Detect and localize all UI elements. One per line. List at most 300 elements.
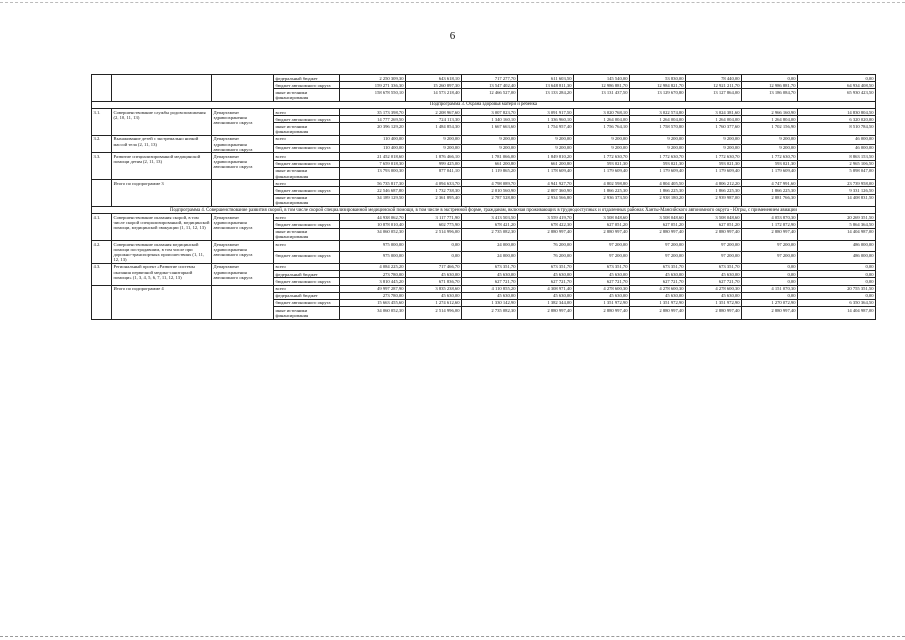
amount-cell: 13 648 811,30 [518, 82, 574, 89]
amount-cell: 13 793 000,30 [340, 167, 406, 179]
amount-cell: 673 351,70 [518, 263, 574, 270]
row-number [92, 180, 112, 207]
budget-table [91, 74, 876, 320]
scan-bottom-edge [0, 636, 905, 637]
amount-cell: 159 271 336,30 [340, 82, 406, 89]
amount-cell: 45 630,00 [686, 271, 742, 278]
executor: Департамент здравоохранения автономного округа [212, 109, 274, 136]
amount-cell: 4 151 070,30 [742, 285, 798, 292]
amount-cell: 1 274 612,60 [406, 299, 462, 306]
amount-cell: 34 060 052,30 [340, 307, 406, 319]
amount-cell: 975 000,00 [340, 241, 406, 252]
amount-cell: 2 936 373,50 [574, 194, 630, 206]
amount-cell: 97 200,00 [742, 252, 798, 263]
amount-cell: 35 173 398,70 [340, 109, 406, 116]
section-title: Подпрограмма 3. Охрана здоровья матери и ребенка [92, 101, 876, 108]
activity-name: Совершенствование оказания медицинской помощи пострадавшим, в том числе при дорожно-транспортных происшествиях (1, 11, 12, 13) [112, 241, 212, 264]
table-row [92, 135, 876, 144]
amount-cell: 49 997 287,90 [340, 285, 406, 292]
amount-cell: 9 200,00 [574, 144, 630, 153]
funding-source: бюджет автономного округа [274, 299, 340, 306]
amount-cell: 13 133 284,20 [518, 89, 574, 101]
amount-cell: 9 200,00 [406, 144, 462, 153]
amount-cell: 23 739 958,00 [798, 180, 876, 187]
amount-cell: 4 084 225,20 [340, 263, 406, 270]
amount-cell: 13 127 864,00 [686, 89, 742, 101]
amount-cell: 2 361 895,40 [406, 194, 462, 206]
row-number: 4.2. [92, 241, 112, 264]
amount-cell: 0,00 [742, 292, 798, 299]
amount-cell: 45 630,00 [686, 292, 742, 299]
amount-cell: 0,00 [798, 292, 876, 299]
amount-cell: 45 630,00 [574, 292, 630, 299]
amount-cell: 4 278 600,30 [574, 285, 630, 292]
amount-cell: 53 830,00 [630, 75, 686, 82]
amount-cell: 14 404 987,00 [798, 228, 876, 240]
amount-cell: 3 508 048,60 [630, 214, 686, 221]
amount-cell: 2 881 766,30 [742, 194, 798, 206]
amount-cell: 627 721,70 [686, 278, 742, 285]
amount-cell: 14 777 269,50 [340, 116, 406, 123]
amount-cell: 4 747 991,60 [742, 180, 798, 187]
amount-cell: 1 772 630,70 [742, 153, 798, 160]
amount-cell: 627 721,70 [630, 278, 686, 285]
amount-cell: 8 863 153,50 [798, 153, 876, 160]
amount-cell: 0,00 [798, 271, 876, 278]
amount-cell: 12 921 211,70 [686, 82, 742, 89]
amount-cell: 2 880 997,40 [686, 228, 742, 240]
amount-cell: 0,00 [742, 75, 798, 82]
amount-cell: 602 775,90 [406, 221, 462, 228]
amount-cell: 717 466,70 [406, 263, 462, 270]
table-row [92, 214, 876, 221]
table-row [92, 180, 876, 187]
amount-cell: 3 091 917,50 [518, 109, 574, 116]
amount-cell: 4 053 870,30 [742, 214, 798, 221]
amount-cell: 2 787 528,80 [462, 194, 518, 206]
funding-source: всего [274, 285, 340, 292]
amount-cell: 97 200,00 [630, 241, 686, 252]
amount-cell: 1 119 865,20 [462, 167, 518, 179]
amount-cell: 1 264 004,00 [686, 116, 742, 123]
amount-cell: 1 382 344,00 [518, 299, 574, 306]
amount-cell: 20 396 129,20 [340, 123, 406, 135]
amount-cell: 593 021,30 [742, 160, 798, 167]
amount-cell: 2 880 997,40 [574, 228, 630, 240]
table-row [92, 285, 876, 292]
row-number [92, 75, 112, 102]
amount-cell: 45 630,00 [406, 271, 462, 278]
amount-cell: 661 200,80 [462, 160, 518, 167]
amount-cell: 0,00 [742, 263, 798, 270]
amount-cell: 1 756 764,10 [574, 123, 630, 135]
amount-cell: 9 200,00 [462, 144, 518, 153]
funding-source: всего [274, 153, 340, 160]
amount-cell: 4 110 855,20 [462, 285, 518, 292]
amount-cell: 4 094 633,70 [406, 180, 462, 187]
amount-cell: 975 000,00 [340, 252, 406, 263]
amount-cell: 671 836,70 [406, 278, 462, 285]
amount-cell: 13 547 402,40 [462, 82, 518, 89]
amount-cell: 593 021,30 [574, 160, 630, 167]
amount-cell: 24 000,00 [462, 252, 518, 263]
funding-source: бюджет автономного округа [274, 160, 340, 167]
amount-cell: 1 484 854,30 [406, 123, 462, 135]
amount-cell: 1 179 609,40 [574, 167, 630, 179]
amount-cell: 34 189 129,50 [340, 194, 406, 206]
amount-cell: 0,00 [742, 278, 798, 285]
amount-cell: 45 630,00 [462, 271, 518, 278]
funding-source: бюджет автономного округа [274, 187, 340, 194]
amount-cell: 4 802 598,80 [574, 180, 630, 187]
amount-cell: 1 172 872,90 [742, 221, 798, 228]
amount-cell: 877 041,10 [406, 167, 462, 179]
section-title: Подпрограмма 4. Совершенствование развития скорой, в том числе скорой специализированной медицинской помощи, в том числе в экстренной форме, гражданам, включая проживающих в труднодоступных и отдаленных районах Ханты-Мансийского автономного округа - Югры, с применением авиации [92, 207, 876, 214]
amount-cell: 273 780,00 [340, 292, 406, 299]
table-row [92, 241, 876, 252]
amount-cell: 2 208 967,60 [406, 109, 462, 116]
section-row [92, 101, 876, 108]
amount-cell: 3 024 381,60 [686, 109, 742, 116]
amount-cell: 2 880 997,40 [574, 307, 630, 319]
funding-source: всего [274, 180, 340, 187]
amount-cell: 1 772 630,70 [630, 153, 686, 160]
executor: Департамент здравоохранения автономного округа [212, 153, 274, 180]
amount-cell: 2 735 082,30 [462, 228, 518, 240]
amount-cell: 3 508 048,60 [574, 214, 630, 221]
executor [212, 180, 274, 207]
amount-cell: 9 200,00 [630, 144, 686, 153]
amount-cell: 14 408 831,50 [798, 194, 876, 206]
amount-cell: 45 630,00 [518, 271, 574, 278]
amount-cell: 3 022 574,80 [630, 109, 686, 116]
amount-cell: 6 350 364,50 [798, 299, 876, 306]
amount-cell: 24 000,00 [462, 241, 518, 252]
amount-cell: 1 732 738,30 [406, 187, 462, 194]
amount-cell: 22 546 687,80 [340, 187, 406, 194]
funding-source: иные источники финансирования [274, 228, 340, 240]
amount-cell: 0,00 [406, 252, 462, 263]
amount-cell: 486 000,00 [798, 252, 876, 263]
amount-cell: 34 060 052,30 [340, 228, 406, 240]
funding-source: всего [274, 135, 340, 144]
amount-cell: 158 678 550,10 [340, 89, 406, 101]
amount-cell: 273 780,00 [340, 271, 406, 278]
amount-cell: 145 540,00 [574, 75, 630, 82]
amount-cell: 9 200,00 [406, 135, 462, 144]
activity-name: Совершенствование службы родовспоможения (2, 10, 11, 13) [112, 109, 212, 136]
amount-cell: 1 758 570,80 [630, 123, 686, 135]
amount-cell: 3 835 238,60 [406, 285, 462, 292]
table-row [92, 153, 876, 160]
amount-cell: 1 270 072,90 [742, 299, 798, 306]
amount-cell: 4 278 600,30 [630, 285, 686, 292]
amount-cell: 45 630,00 [518, 292, 574, 299]
amount-cell: 20 755 351,50 [798, 285, 876, 292]
activity-name: Итого по подпрограмме 4 [112, 285, 212, 319]
amount-cell: 1 179 609,40 [686, 167, 742, 179]
funding-source: иные источники финансирования [274, 307, 340, 319]
amount-cell: 2 880 997,40 [742, 228, 798, 240]
amount-cell: 2 880 997,40 [686, 307, 742, 319]
funding-source: иные источники финансирования [274, 123, 340, 135]
amount-cell: 8 510 784,50 [798, 123, 876, 135]
amount-cell: 65 930 423,50 [798, 89, 876, 101]
amount-cell: 1 849 810,20 [518, 153, 574, 160]
amount-cell: 2 966 160,90 [742, 109, 798, 116]
amount-cell: 1 351 972,90 [574, 299, 630, 306]
amount-cell: 14 573 218,40 [406, 89, 462, 101]
funding-source: всего [274, 263, 340, 270]
amount-cell: 3 117 771,90 [406, 214, 462, 221]
amount-cell: 97 200,00 [574, 252, 630, 263]
amount-cell: 1 866 225,30 [574, 187, 630, 194]
amount-cell: 1 781 066,00 [462, 153, 518, 160]
activity-name: Развитие специализированной медицинской помощи детям (2, 11, 13) [112, 153, 212, 180]
amount-cell: 2 010 560,90 [462, 187, 518, 194]
amount-cell: 999 425,00 [406, 160, 462, 167]
funding-source: иные источники финансирования [274, 167, 340, 179]
amount-cell: 1 330 142,90 [462, 299, 518, 306]
amount-cell: 2 514 996,00 [406, 228, 462, 240]
amount-cell: 2 880 997,40 [518, 228, 574, 240]
amount-cell: 10 878 010,40 [340, 221, 406, 228]
amount-cell: 2 880 997,40 [742, 307, 798, 319]
section-row [92, 207, 876, 214]
amount-cell: 1 667 663,60 [462, 123, 518, 135]
funding-source: федеральный бюджет [274, 75, 340, 82]
amount-cell: 627 721,70 [574, 278, 630, 285]
funding-source: бюджет автономного округа [274, 144, 340, 153]
amount-cell: 14 404 987,00 [798, 307, 876, 319]
amount-cell: 76 200,00 [518, 252, 574, 263]
amount-cell: 1 264 004,00 [630, 116, 686, 123]
amount-cell: 1 351 972,90 [630, 299, 686, 306]
amount-cell: 4 278 600,30 [686, 285, 742, 292]
amount-cell: 5 864 364,50 [798, 221, 876, 228]
row-number: 4.3. [92, 263, 112, 285]
amount-cell: 7 659 018,30 [340, 160, 406, 167]
amount-cell: 1 336 960,10 [518, 116, 574, 123]
amount-cell: 9 331 126,50 [798, 187, 876, 194]
amount-cell: 724 113,30 [406, 116, 462, 123]
amount-cell: 3 020 768,10 [574, 109, 630, 116]
amount-cell: 0,00 [798, 263, 876, 270]
funding-source: федеральный бюджет [274, 292, 340, 299]
amount-cell: 2 007 360,90 [518, 187, 574, 194]
activity-name: Совершенствование оказания скорой, в том числе скорой специализированной, медицинской помощи, медицинской эвакуации (1, 11, 12, 13) [112, 214, 212, 241]
amount-cell: 1 178 609,40 [518, 167, 574, 179]
row-number [92, 285, 112, 319]
row-number: 4.1. [92, 214, 112, 241]
funding-source: иные источники финансирования [274, 194, 340, 206]
funding-source: бюджет автономного округа [274, 221, 340, 228]
amount-cell: 4 941 927,70 [518, 180, 574, 187]
amount-cell: 44 938 062,70 [340, 214, 406, 221]
amount-cell: 56 735 817,30 [340, 180, 406, 187]
executor: Департамент здравоохранения автономного округа [212, 214, 274, 241]
amount-cell: 0,00 [798, 75, 876, 82]
amount-cell: 661 200,80 [518, 160, 574, 167]
executor [212, 285, 274, 319]
amount-cell: 673 351,70 [686, 263, 742, 270]
amount-cell: 1 772 630,70 [686, 153, 742, 160]
activity-name: Выхаживание детей с экстремально низкой массой тела (2, 11, 13) [112, 135, 212, 153]
funding-source: бюджет автономного округа [274, 82, 340, 89]
amount-cell: 45 630,00 [462, 292, 518, 299]
amount-cell: 12 984 821,70 [630, 82, 686, 89]
amount-cell: 486 000,00 [798, 241, 876, 252]
activity-name [112, 75, 212, 102]
amount-cell: 0,00 [406, 241, 462, 252]
amount-cell: 21 452 018,60 [340, 153, 406, 160]
amount-cell: 4 804 405,50 [630, 180, 686, 187]
amount-cell: 1 264 804,00 [742, 116, 798, 123]
executor: Департамент здравоохранения автономного округа [212, 135, 274, 153]
amount-cell: 45 630,00 [574, 271, 630, 278]
funding-source: бюджет автономного округа [274, 116, 340, 123]
amount-cell: 2 934 566,80 [518, 194, 574, 206]
amount-cell: 1 351 972,90 [686, 299, 742, 306]
table-row [92, 109, 876, 116]
amount-cell: 627 051,20 [686, 221, 742, 228]
amount-cell: 2 250 309,30 [340, 75, 406, 82]
amount-cell: 1 702 156,90 [742, 123, 798, 135]
amount-cell: 717 277,70 [462, 75, 518, 82]
amount-cell: 97 200,00 [574, 241, 630, 252]
amount-cell: 9 200,00 [686, 135, 742, 144]
row-number: 3.3. [92, 153, 112, 180]
amount-cell: 13 131 437,50 [574, 89, 630, 101]
amount-cell: 1 772 630,70 [574, 153, 630, 160]
amount-cell: 4 308 971,40 [518, 285, 574, 292]
funding-source: всего [274, 241, 340, 252]
amount-cell: 673 351,70 [574, 263, 630, 270]
row-number: 3.2. [92, 135, 112, 153]
amount-cell: 12 466 527,00 [462, 89, 518, 101]
amount-cell: 593 021,30 [630, 160, 686, 167]
amount-cell: 1 866 225,30 [630, 187, 686, 194]
amount-cell: 1 179 609,40 [742, 167, 798, 179]
amount-cell: 627 721,70 [462, 278, 518, 285]
amount-cell: 2 880 997,40 [518, 307, 574, 319]
amount-cell: 97 200,00 [630, 252, 686, 263]
amount-cell: 97 200,00 [686, 252, 742, 263]
amount-cell: 593 021,30 [686, 160, 742, 167]
amount-cell: 110 400,00 [340, 135, 406, 144]
funding-source: всего [274, 109, 340, 116]
amount-cell: 3 413 503,50 [462, 214, 518, 221]
funding-source: бюджет автономного округа [274, 252, 340, 263]
amount-cell: 2 880 997,40 [630, 307, 686, 319]
amount-cell: 6 320 020,00 [798, 116, 876, 123]
amount-cell: 673 351,70 [462, 263, 518, 270]
amount-cell: 15 663 455,60 [340, 299, 406, 306]
row-number: 3.1. [92, 109, 112, 136]
amount-cell: 627 051,20 [630, 221, 686, 228]
amount-cell: 678 421,20 [462, 221, 518, 228]
amount-cell: 1 179 609,40 [630, 167, 686, 179]
amount-cell: 46 000,00 [798, 135, 876, 144]
amount-cell: 45 630,00 [406, 292, 462, 299]
amount-cell: 97 200,00 [686, 241, 742, 252]
amount-cell: 9 200,00 [742, 135, 798, 144]
scan-top-edge [0, 2, 905, 3]
executor: Департамент здравоохранения автономного округа [212, 263, 274, 285]
amount-cell: 13 129 670,80 [630, 89, 686, 101]
amount-cell: 2 965 106,50 [798, 160, 876, 167]
amount-cell: 0,00 [798, 278, 876, 285]
amount-cell: 2 735 082,30 [462, 307, 518, 319]
amount-cell: 9 200,00 [630, 135, 686, 144]
funding-source: всего [274, 214, 340, 221]
amount-cell: 4 806 212,20 [686, 180, 742, 187]
amount-cell: 3 508 048,60 [686, 214, 742, 221]
page-number: 6 [449, 30, 456, 42]
amount-cell: 1 264 004,00 [574, 116, 630, 123]
amount-cell: 0,00 [742, 271, 798, 278]
amount-cell: 9 200,00 [686, 144, 742, 153]
amount-cell: 2 938 180,20 [630, 194, 686, 206]
amount-cell: 15 260 897,30 [406, 82, 462, 89]
amount-cell: 627 721,70 [518, 278, 574, 285]
amount-cell: 45 630,00 [630, 271, 686, 278]
funding-source: иные источники финансирования [274, 89, 340, 101]
amount-cell: 1 866 225,30 [742, 187, 798, 194]
amount-cell: 673 351,70 [630, 263, 686, 270]
activity-name: Итого по подпрограмме 3 [112, 180, 212, 207]
executor: Департамент здравоохранения автономного округа [212, 241, 274, 264]
amount-cell: 9 200,00 [462, 135, 518, 144]
table-row [92, 263, 876, 270]
amount-cell: 9 200,00 [518, 144, 574, 153]
amount-cell: 20 269 351,50 [798, 214, 876, 221]
amount-cell: 9 200,00 [742, 144, 798, 153]
amount-cell: 1 340 160,10 [462, 116, 518, 123]
amount-cell: 2 880 997,40 [630, 228, 686, 240]
amount-cell: 3 007 823,70 [462, 109, 518, 116]
amount-cell: 14 830 804,50 [798, 109, 876, 116]
table-row [92, 75, 876, 82]
executor [212, 75, 274, 102]
amount-cell: 2 514 996,00 [406, 307, 462, 319]
amount-cell: 64 934 408,50 [798, 82, 876, 89]
funding-source: бюджет автономного округа [274, 278, 340, 285]
amount-cell: 627 051,20 [574, 221, 630, 228]
amount-cell: 78 440,00 [686, 75, 742, 82]
amount-cell: 3 810 445,20 [340, 278, 406, 285]
amount-cell: 9 200,00 [518, 135, 574, 144]
amount-cell: 13 186 084,70 [742, 89, 798, 101]
amount-cell: 12 986 881,70 [742, 82, 798, 89]
activity-name: Региональный проект «Развитие системы оказания первичной медико-санитарной помощи» (1, 3, 4, 5, 6, 7, 11, 12, 13) [112, 263, 212, 285]
amount-cell: 678 422,30 [518, 221, 574, 228]
amount-cell: 9 200,00 [574, 135, 630, 144]
amount-cell: 76 200,00 [518, 241, 574, 252]
amount-cell: 611 603,50 [518, 75, 574, 82]
amount-cell: 45 630,00 [630, 292, 686, 299]
amount-cell: 4 798 089,70 [462, 180, 518, 187]
amount-cell: 46 000,00 [798, 144, 876, 153]
amount-cell: 3 559 419,70 [518, 214, 574, 221]
amount-cell: 2 939 987,00 [686, 194, 742, 206]
amount-cell: 1 866 225,30 [686, 187, 742, 194]
amount-cell: 12 986 881,70 [574, 82, 630, 89]
amount-cell: 1 754 957,40 [518, 123, 574, 135]
amount-cell: 110 400,00 [340, 144, 406, 153]
funding-source: федеральный бюджет [274, 271, 340, 278]
amount-cell: 1 760 377,60 [686, 123, 742, 135]
